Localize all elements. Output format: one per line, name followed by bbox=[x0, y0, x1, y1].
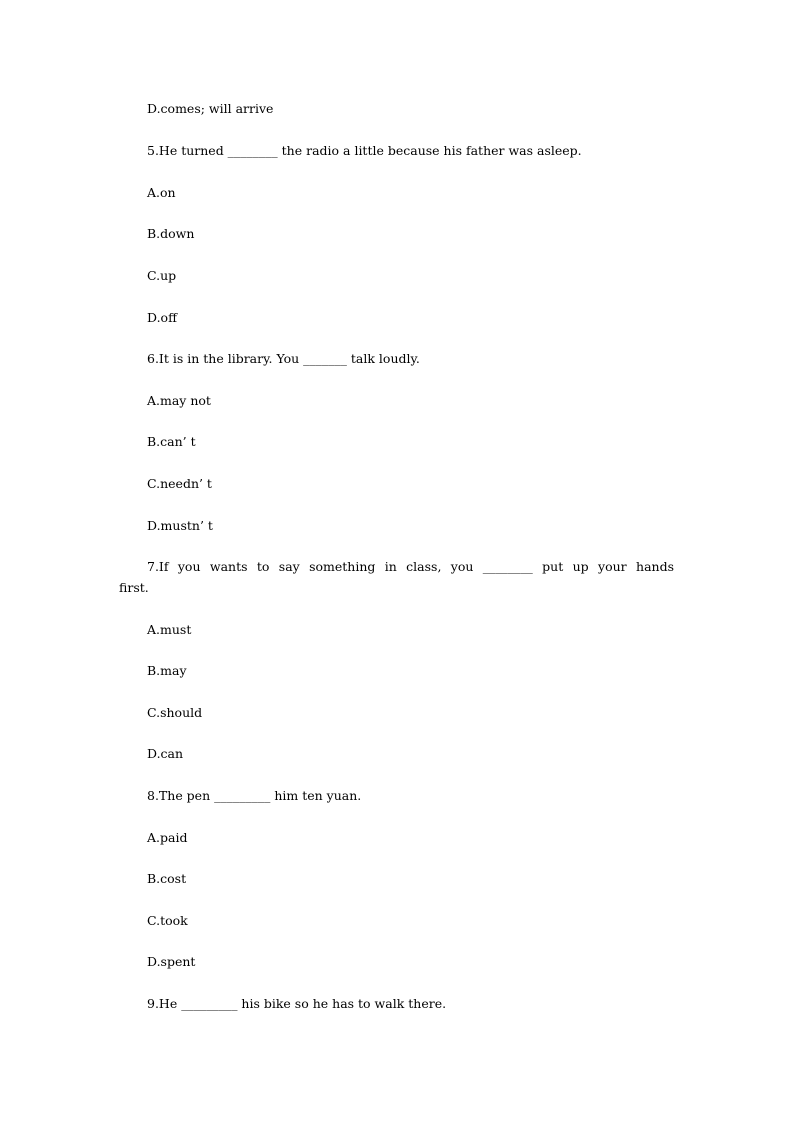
q8-option-a: A.paid bbox=[147, 830, 188, 845]
q5-option-d: D.off bbox=[147, 310, 177, 325]
q9-stem: 9.He _________ his bike so he has to walk there. bbox=[147, 996, 447, 1011]
q8-option-c: C.took bbox=[147, 913, 188, 928]
q7-stem-continued: first. bbox=[119, 580, 149, 595]
q6-option-d: D.mustn’ t bbox=[147, 518, 213, 533]
q8-stem: 8.The pen _________ him ten yuan. bbox=[147, 788, 362, 803]
q7-option-a: A.must bbox=[147, 622, 192, 637]
q7-option-d: D.can bbox=[147, 746, 184, 761]
q7-option-b: B.may bbox=[147, 663, 187, 678]
q7-stem: 7.If you wants to say something in class, you ________ put up your hands bbox=[147, 559, 674, 574]
q5-stem: 5.He turned ________ the radio a little because his father was asleep. bbox=[147, 143, 582, 158]
q7-option-c: C.should bbox=[147, 705, 203, 720]
q6-option-b: B.can’ t bbox=[147, 434, 196, 449]
q4-option-d: D.comes; will arrive bbox=[147, 101, 274, 116]
q8-option-d: D.spent bbox=[147, 954, 196, 969]
q5-option-b: B.down bbox=[147, 226, 195, 241]
q8-option-b: B.cost bbox=[147, 871, 187, 886]
q6-stem: 6.It is in the library. You _______ talk loudly. bbox=[147, 351, 420, 366]
q6-option-a: A.may not bbox=[147, 393, 211, 408]
q5-option-c: C.up bbox=[147, 268, 177, 283]
q5-option-a: A.on bbox=[147, 185, 176, 200]
q6-option-c: C.needn’ t bbox=[147, 476, 212, 491]
